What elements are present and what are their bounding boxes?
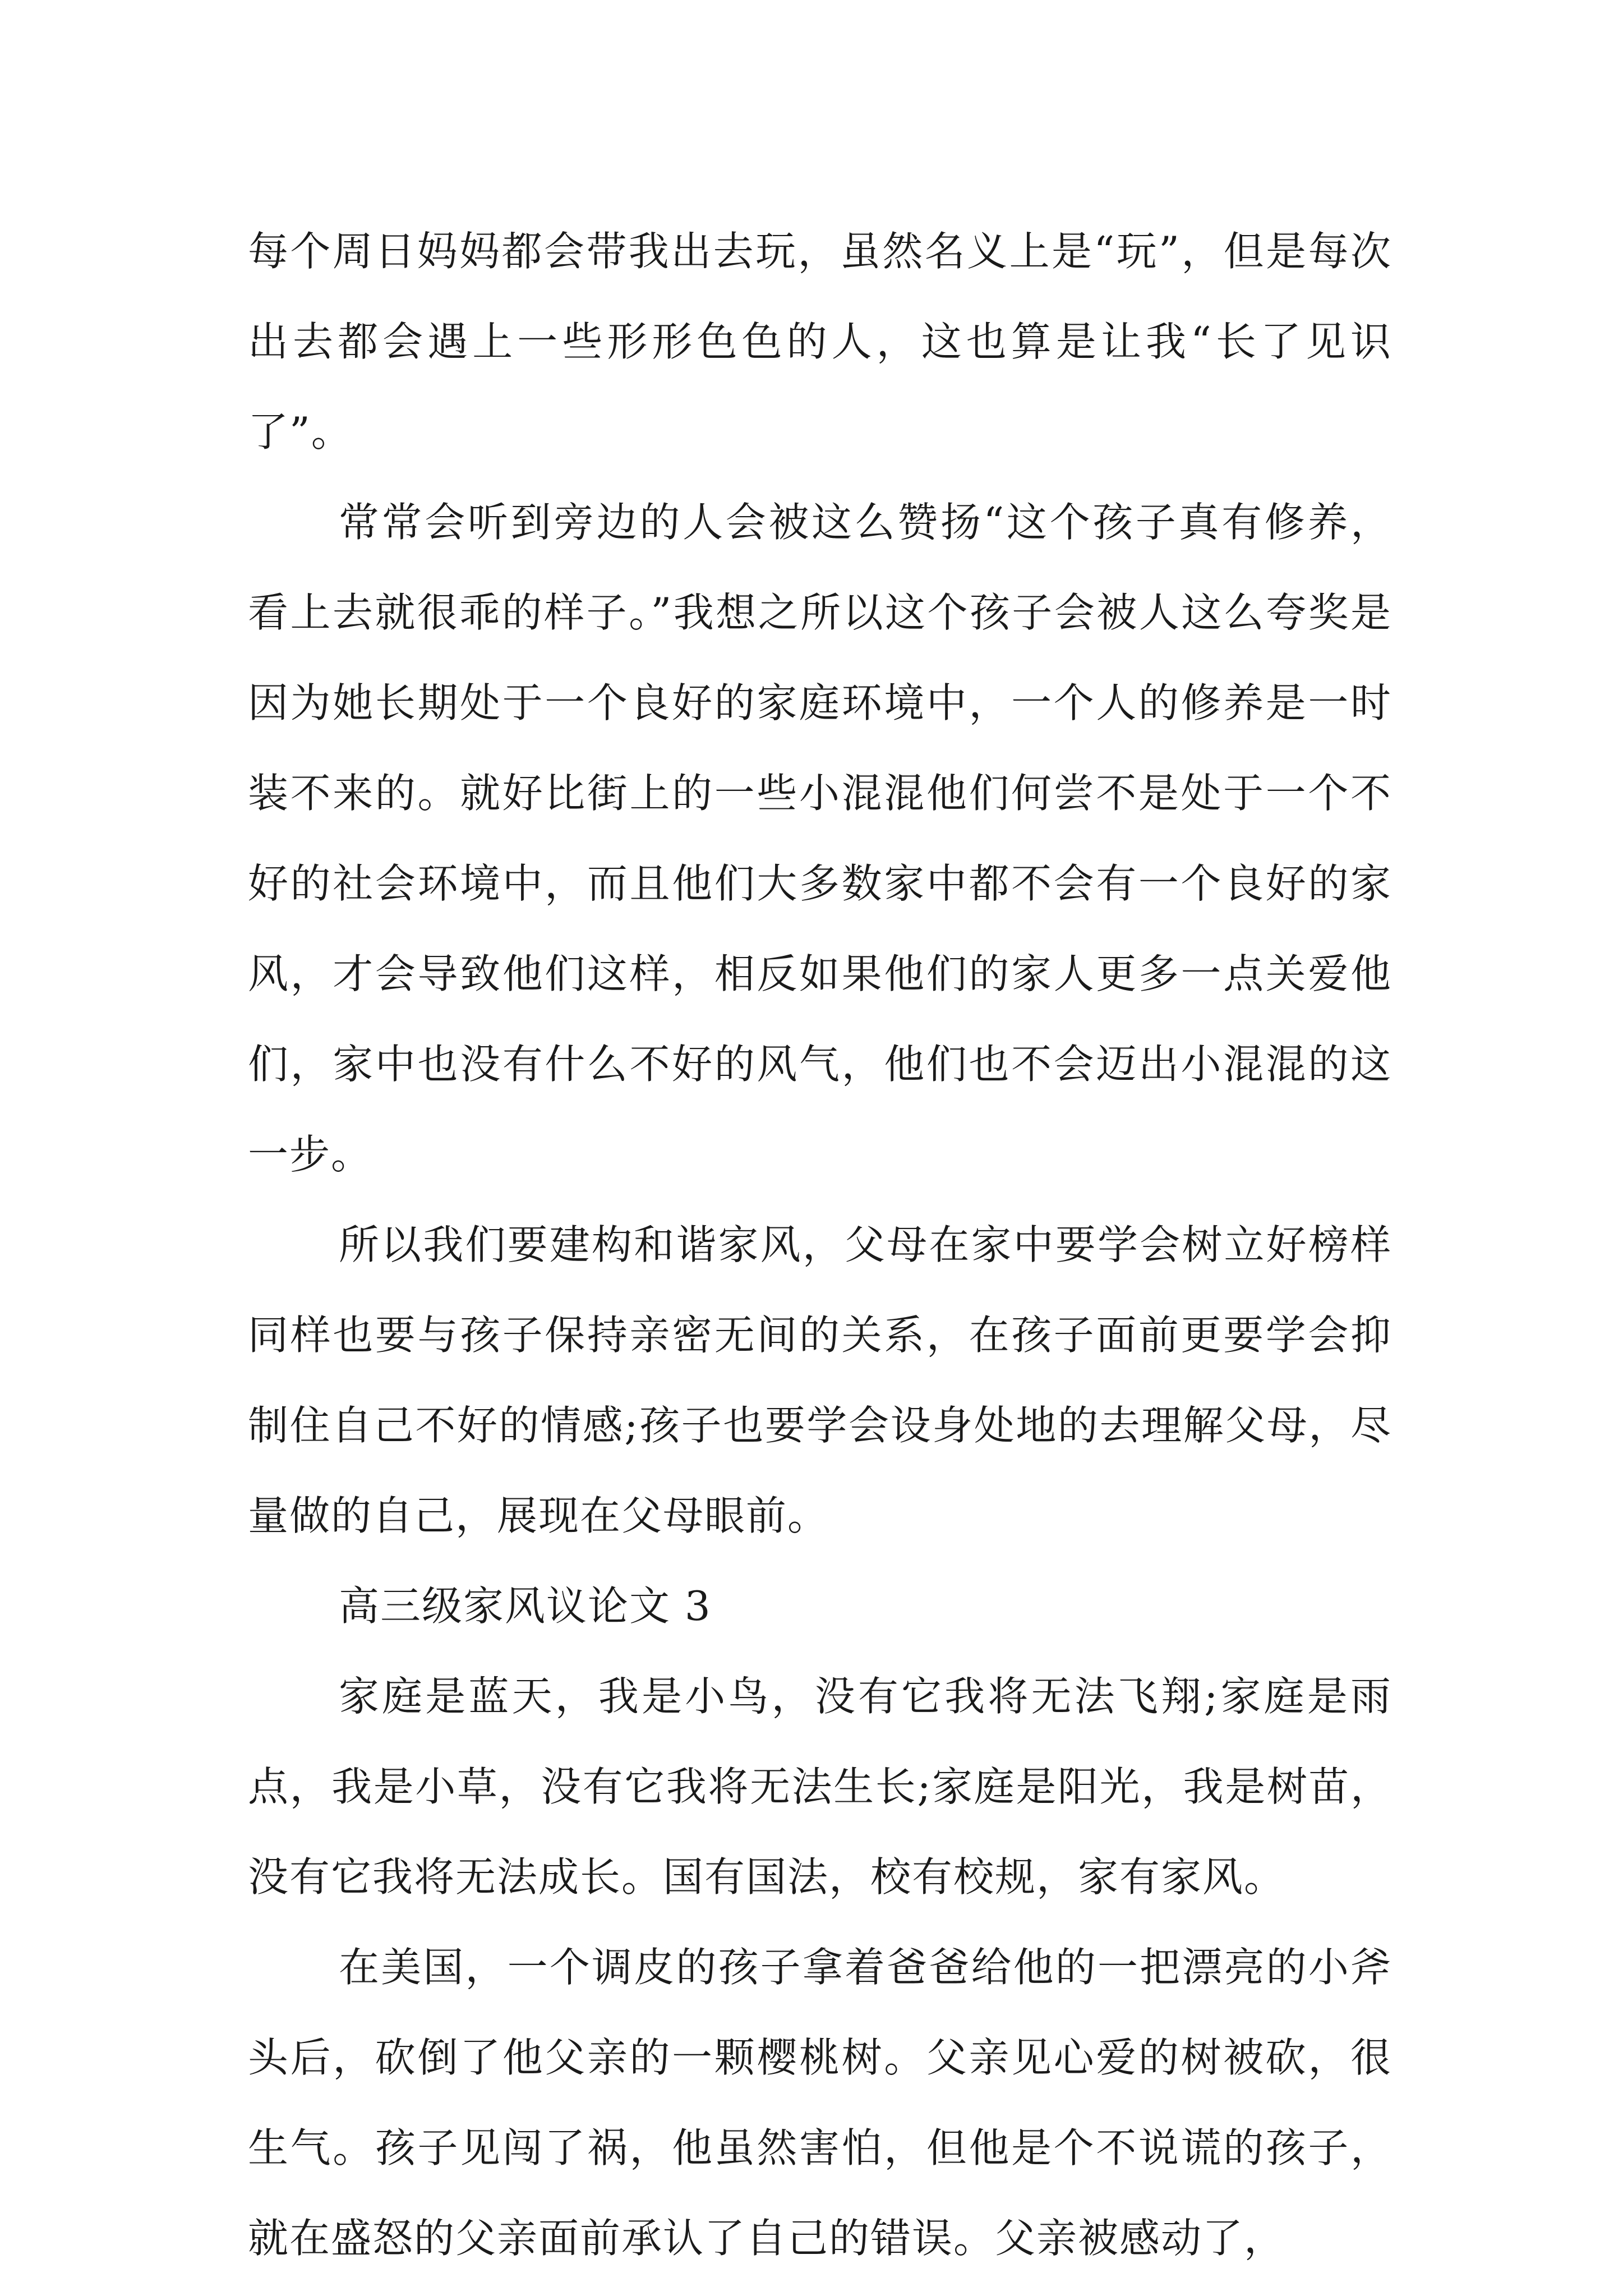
paragraph-1: 每个周日妈妈都会带我出去玩，虽然名义上是“玩”，但是每次出去都会遇上一些形形色色的人，这也算是让我“长了见识了”。 (248, 228, 1392, 455)
paragraph-2: 常常会听到旁边的人会被这么赞扬“这个孩子真有修养，看上去就很乖的样子。”我想之所以这个孩子会被人这么夸奖是因为她长期处于一个良好的家庭环境中，一个人的修养是一时装不来的。就好比街上的一些小混混他们何尝不是处于一个不好的社会环境中，而且他们大多数家中都不会有一个良好的家风，才会导致他们这样，相反如果他们的家人更多一点关爱他们，家中也没有什么不好的风气，他们也不会迈出小混混的这一步。 (248, 499, 1392, 1178)
paragraph-3: 所以我们要建构和谐家风，父母在家中要学会树立好榜样同样也要与孩子保持亲密无间的关系，在孩子面前更要学会抑制住自己不好的情感;孩子也要学会设身处地的去理解父母，尽量做的自己，展现在父母眼前。 (248, 1221, 1392, 1539)
section-heading: 高三级家风议论文 3 (339, 1582, 712, 1630)
paragraph-5: 在美国，一个调皮的孩子拿着爸爸给他的一把漂亮的小斧头后，砍倒了他父亲的一颗樱桃树。父亲见心爱的树被砍，很生气。孩子见闯了祸，他虽然害怕，但他是个不说谎的孩子，就在盛怒的父亲面前承认了自己的错误。父亲被感动了， (248, 1944, 1392, 2262)
document-body (248, 206, 1392, 2284)
paragraph-4: 家庭是蓝天，我是小鸟，没有它我将无法飞翔;家庭是雨点，我是小草，没有它我将无法生长;家庭是阳光，我是树苗，没有它我将无法成长。国有国法，校有校规，家有家风。 (248, 1673, 1392, 1901)
